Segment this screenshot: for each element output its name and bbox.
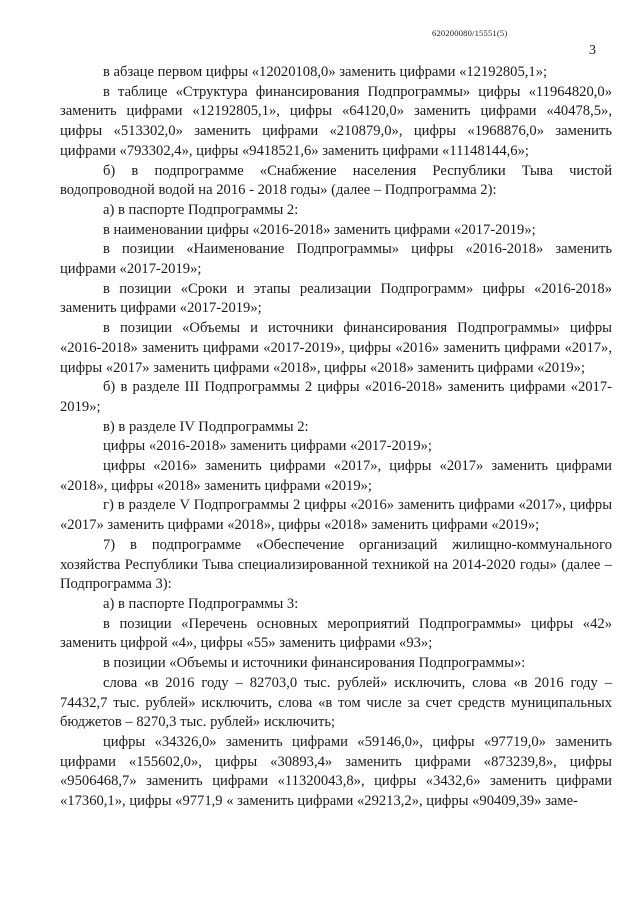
paragraph: в наименовании цифры «2016-2018» заменить цифрами «2017-2019»; bbox=[103, 221, 536, 238]
paragraph: в таблице «Структура финансирования Подпрограммы» цифры «11964820,0» заменить цифрами «12192805,1», цифры «64120,0» заменить цифрами «40478,5», цифры «513302,0» заменить цифрами «210879,0», цифры «1968876,0» заменить цифрами «793302,4», цифры «9418521,6» заменить цифрами «11148144,6»; bbox=[60, 83, 612, 159]
paragraph: цифры «2016» заменить цифрами «2017», цифры «2017» заменить цифрами «2018», цифры «2018» заменить цифрами «2019»; bbox=[60, 458, 612, 494]
paragraph: в) в разделе IV Подпрограммы 2: bbox=[103, 418, 309, 435]
paragraph: в позиции «Наименование Подпрограммы» цифры «2016-2018» заменить цифрами «2017-2019»; bbox=[60, 241, 612, 278]
paragraph: цифры «34326,0» заменить цифрами «59146,0», цифры «97719,0» заменить цифрами «155602,0», цифры «30893,4» заменить цифрами «873239,8», цифры «9506468,7» заменить цифрами «11320043,8», цифры «3432,6» заменить цифрами «17360,1», цифры «9771,9 « заменить цифрами «29213,2», цифры «90409,39» заме- bbox=[60, 733, 612, 810]
document-number: 620200080/15551(5) bbox=[432, 28, 508, 38]
paragraph: в позиции «Перечень основных мероприятий Подпрограммы» цифры «42» заменить цифрой «4», цифры «55» заменить цифрами «93»; bbox=[60, 615, 612, 652]
paragraph: слова «в 2016 году – 82703,0 тыс. рублей» исключить, слова «в 2016 году – 74432,7 тыс. рублей» исключить, слова «в том числе за счет средств муниципальных бюджетов – 8270,3 тыс. рублей» исключить; bbox=[60, 674, 612, 731]
page-number: 3 bbox=[589, 43, 596, 58]
paragraph: г) в разделе V Подпрограммы 2 цифры «2016» заменить цифрами «2017», цифры «2017» заменить цифрами «2018», цифры «2018» заменить цифрами «2019»; bbox=[60, 497, 612, 534]
paragraph: в позиции «Объемы и источники финансирования Подпрограммы»: bbox=[103, 655, 526, 672]
paragraph: б) в подпрограмме «Снабжение населения Республики Тыва чистой водопроводной водой на 2016 - 2018 годы» (далее – Подпрограмма 2): bbox=[60, 162, 612, 199]
paragraph: а) в паспорте Подпрограммы 2: bbox=[103, 201, 299, 218]
paragraph: в позиции «Объемы и источники финансирования Подпрограммы» цифры «2016-2018» заменить цифрами «2017-2019», цифры «2016» заменить цифрами «2017», цифры «2017» заменить цифрами «2018», цифры «2018» заменить цифрами «2019»; bbox=[60, 320, 612, 376]
paragraph: б) в разделе III Подпрограммы 2 цифры «2016-2018» заменить цифрами «2017-2019»; bbox=[60, 379, 612, 415]
document-body bbox=[60, 63, 612, 812]
paragraph: 7) в подпрограмме «Обеспечение организаций жилищно-коммунального хозяйства Республики Тыва специализированной техникой на 2014-2020 годы» (далее – Подпрограмма 3): bbox=[60, 536, 612, 593]
paragraph: а) в паспорте Подпрограммы 3: bbox=[103, 595, 299, 612]
paragraph: в абзаце первом цифры «12020108,0» заменить цифрами «12192805,1»; bbox=[103, 64, 548, 80]
paragraph: цифры «2016-2018» заменить цифрами «2017-2019»; bbox=[103, 438, 432, 455]
paragraph: в позиции «Сроки и этапы реализации Подпрограмм» цифры «2016-2018» заменить цифрами «2017-2019»; bbox=[60, 280, 612, 317]
